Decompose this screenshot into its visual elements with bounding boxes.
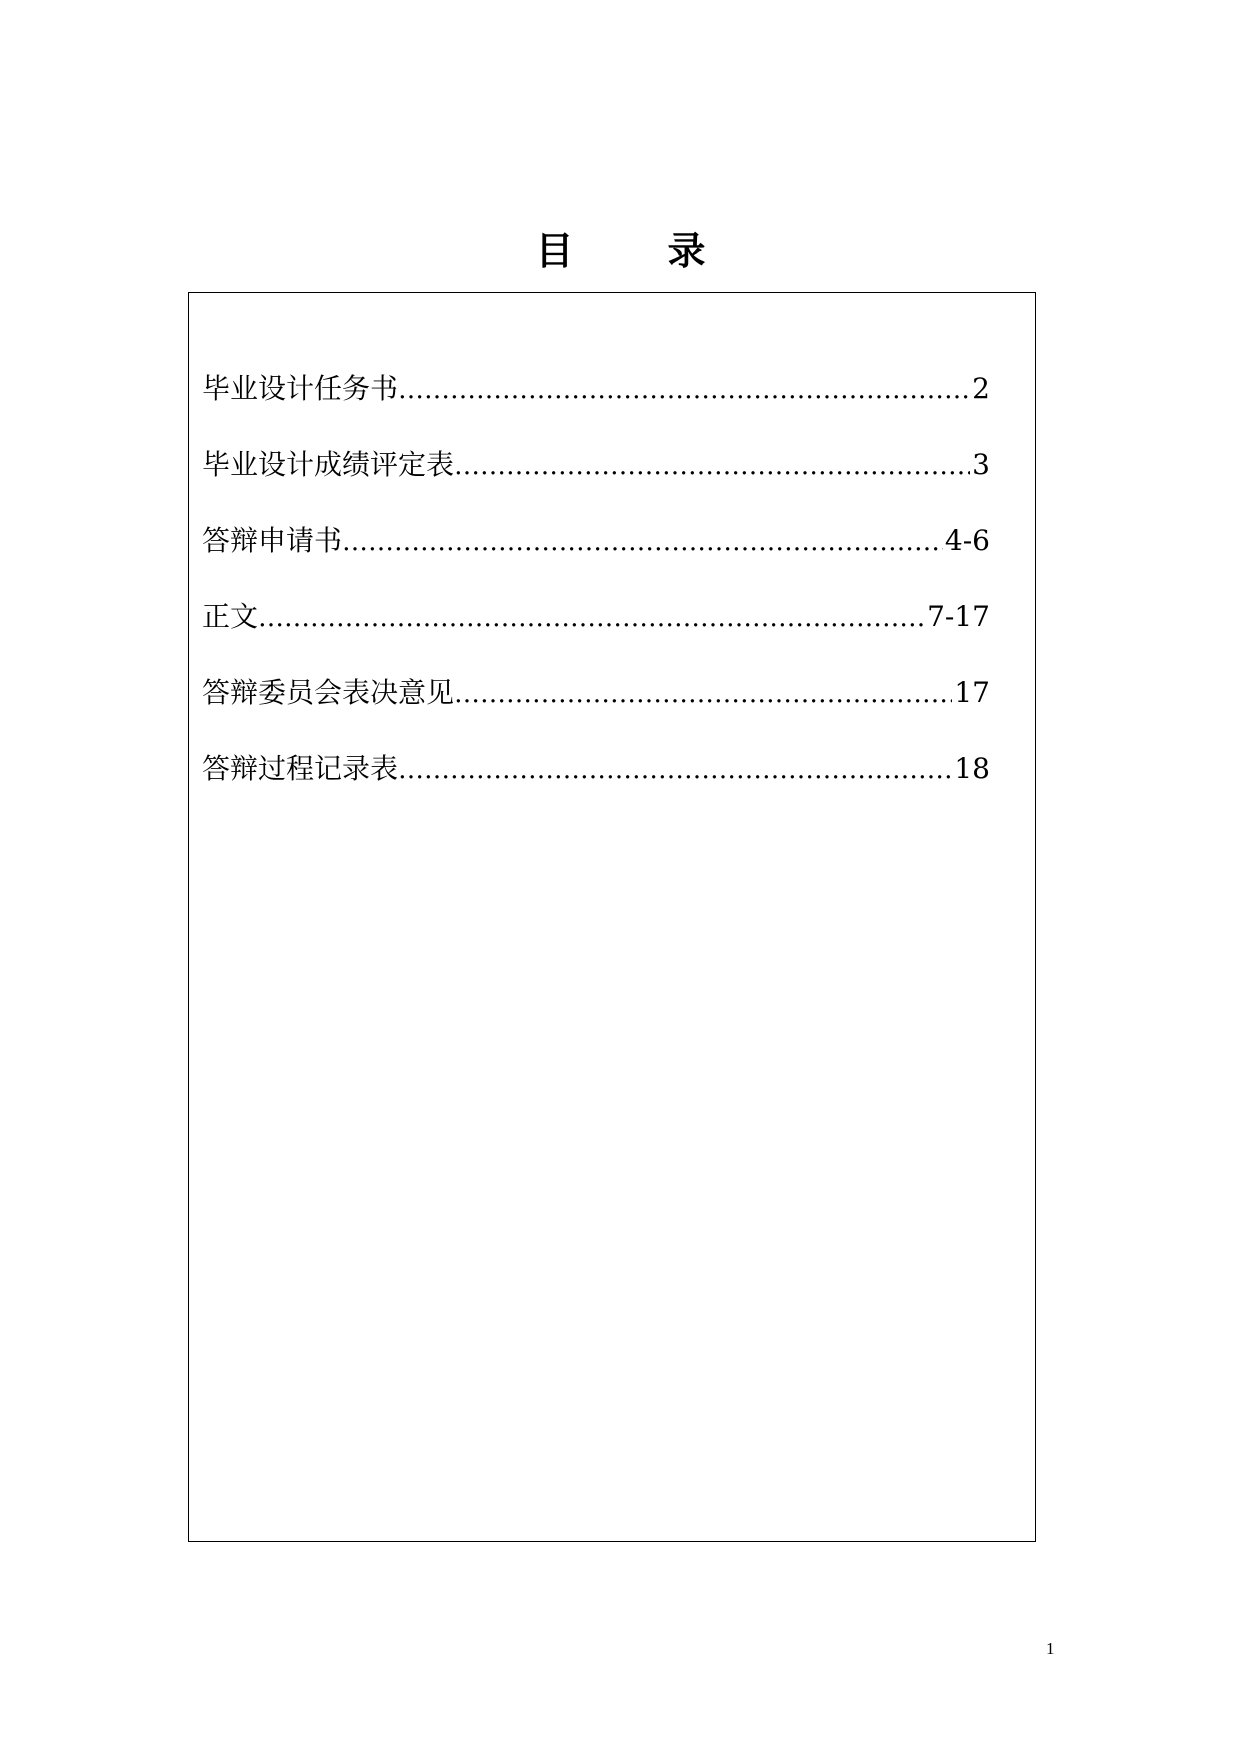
dot-leader [454,673,952,715]
dot-leader [398,749,952,791]
dot-leader [342,521,943,563]
toc-entry-label: 毕业设计成绩评定表 [202,448,455,481]
toc-entry-label: 正文 [202,600,259,633]
toc-entry-page: 4-6 [944,524,990,557]
toc-entry-page: 3 [972,448,990,481]
title-char-2: 录 [667,229,706,273]
toc-entry-label: 答辩过程记录表 [202,752,399,785]
toc-entry-label: 答辩委员会表决意见 [202,676,455,709]
toc-entry-main-text[interactable] [202,596,990,672]
dot-leader [398,369,970,411]
toc-entry-grade-form[interactable] [202,444,990,520]
dot-leader [454,445,970,487]
dot-leader [258,597,925,639]
toc-entry-label: 毕业设计任务书 [202,372,399,405]
page-number: 1 [1046,1639,1055,1658]
toc-entry-label: 答辩申请书 [202,524,343,557]
toc-entry-page: 17 [954,676,990,709]
toc-entry-committee-opinion[interactable] [202,672,990,748]
title-char-1: 目 [535,229,574,273]
toc-list [202,368,990,824]
page-title [0,226,1241,276]
toc-entry-defense-record[interactable] [202,748,990,824]
toc-entry-task-book[interactable] [202,368,990,444]
toc-entry-page: 7-17 [927,600,990,633]
toc-frame [188,292,1036,1542]
toc-entry-defense-application[interactable] [202,520,990,596]
toc-entry-page: 2 [972,372,990,405]
toc-entry-page: 18 [954,752,990,785]
